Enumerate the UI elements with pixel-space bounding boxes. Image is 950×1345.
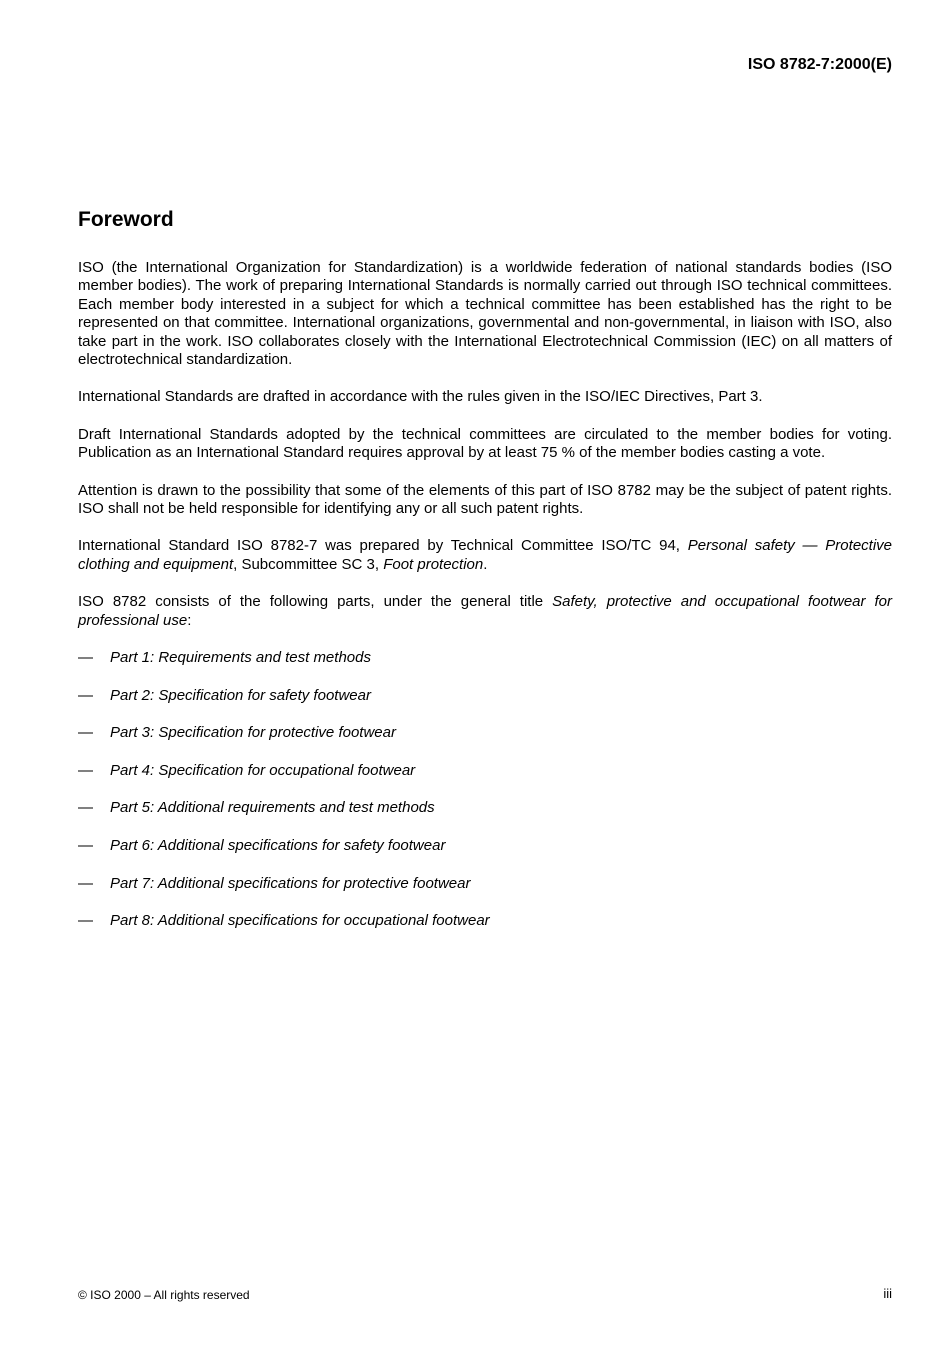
parts-intro-end: : <box>187 611 192 629</box>
dash-marker: — <box>78 724 93 742</box>
dash-marker: — <box>78 799 93 817</box>
general-title: Safety, protective and occupational footwear for professional use <box>78 593 892 629</box>
prepared-by-end: . <box>483 555 488 573</box>
dash-marker: — <box>78 686 93 704</box>
part-title: Part 4: Specification for occupational footwear <box>110 761 416 779</box>
list-item <box>78 875 892 893</box>
part-title: Part 6: Additional specifications for safety footwear <box>110 837 446 855</box>
part-title: Part 3: Specification for protective footwear <box>110 724 396 742</box>
subcommittee-title: Foot protection <box>383 555 484 573</box>
list-item <box>78 837 892 855</box>
paragraph-iso-federation: ISO (the International Organization for Standardization) is a worldwide federation of national standards bodies (ISO member bodies). The work of preparing International Standards is normally carried out through ISO technical committees. Each member body interested in a subject for which a technical committee has been established has the right to be represented on that committee. International organizations, governmental and non-governmental, in liaison with ISO, also take part in the work. ISO collaborates closely with the International Electrotechnical Commission (IEC) on all matters of electrotechnical standardization. <box>78 259 892 369</box>
paragraph-patent-rights: Attention is drawn to the possibility that some of the elements of this part of ISO 8782 may be the subject of patent rights. ISO shall not be held responsible for identifying any or all such patent rights. <box>78 481 892 518</box>
list-item <box>78 649 892 667</box>
part-title: Part 2: Specification for safety footwear <box>110 686 371 704</box>
document-id: ISO 8782-7:2000(E) <box>747 56 892 73</box>
part-title: Part 5: Additional requirements and test methods <box>110 799 435 817</box>
foreword-body <box>78 259 892 950</box>
part-title: Part 7: Additional specifications for protective footwear <box>110 874 471 892</box>
list-item <box>78 762 892 780</box>
list-item <box>78 799 892 817</box>
part-title: Part 8: Additional specifications for occupational footwear <box>110 912 490 930</box>
dash-marker: — <box>78 837 93 855</box>
dash-marker: — <box>78 874 93 892</box>
prepared-by-text: International Standard ISO 8782-7 was prepared by Technical Committee ISO/TC 94, <box>78 537 688 555</box>
paragraph-voting: Draft International Standards adopted by the technical committees are circulated to the member bodies for voting. Publication as an International Standard requires approval by at least 75 % of the member bodies casting a vote. <box>78 425 892 462</box>
copyright-notice: © ISO 2000 – All rights reserved <box>78 1288 250 1302</box>
list-item <box>78 912 892 930</box>
list-item <box>78 724 892 742</box>
subcommittee-text: , Subcommittee SC 3, <box>233 555 384 573</box>
page-title: Foreword <box>78 208 174 231</box>
dash-marker: — <box>78 912 93 930</box>
parts-list <box>78 649 892 931</box>
list-item <box>78 687 892 705</box>
paragraph-parts-intro <box>78 593 892 630</box>
parts-intro-text: ISO 8782 consists of the following parts, under the general title <box>78 593 553 611</box>
paragraph-prepared-by <box>78 537 892 574</box>
dash-marker: — <box>78 649 93 667</box>
paragraph-directives: International Standards are drafted in accordance with the rules given in the ISO/IEC Directives, Part 3. <box>78 388 763 406</box>
part-title: Part 1: Requirements and test methods <box>110 649 371 667</box>
dash-marker: — <box>78 761 93 779</box>
committee-title: Personal safety — Protective clothing and equipment <box>78 537 892 573</box>
page-number: iii <box>883 1286 892 1301</box>
